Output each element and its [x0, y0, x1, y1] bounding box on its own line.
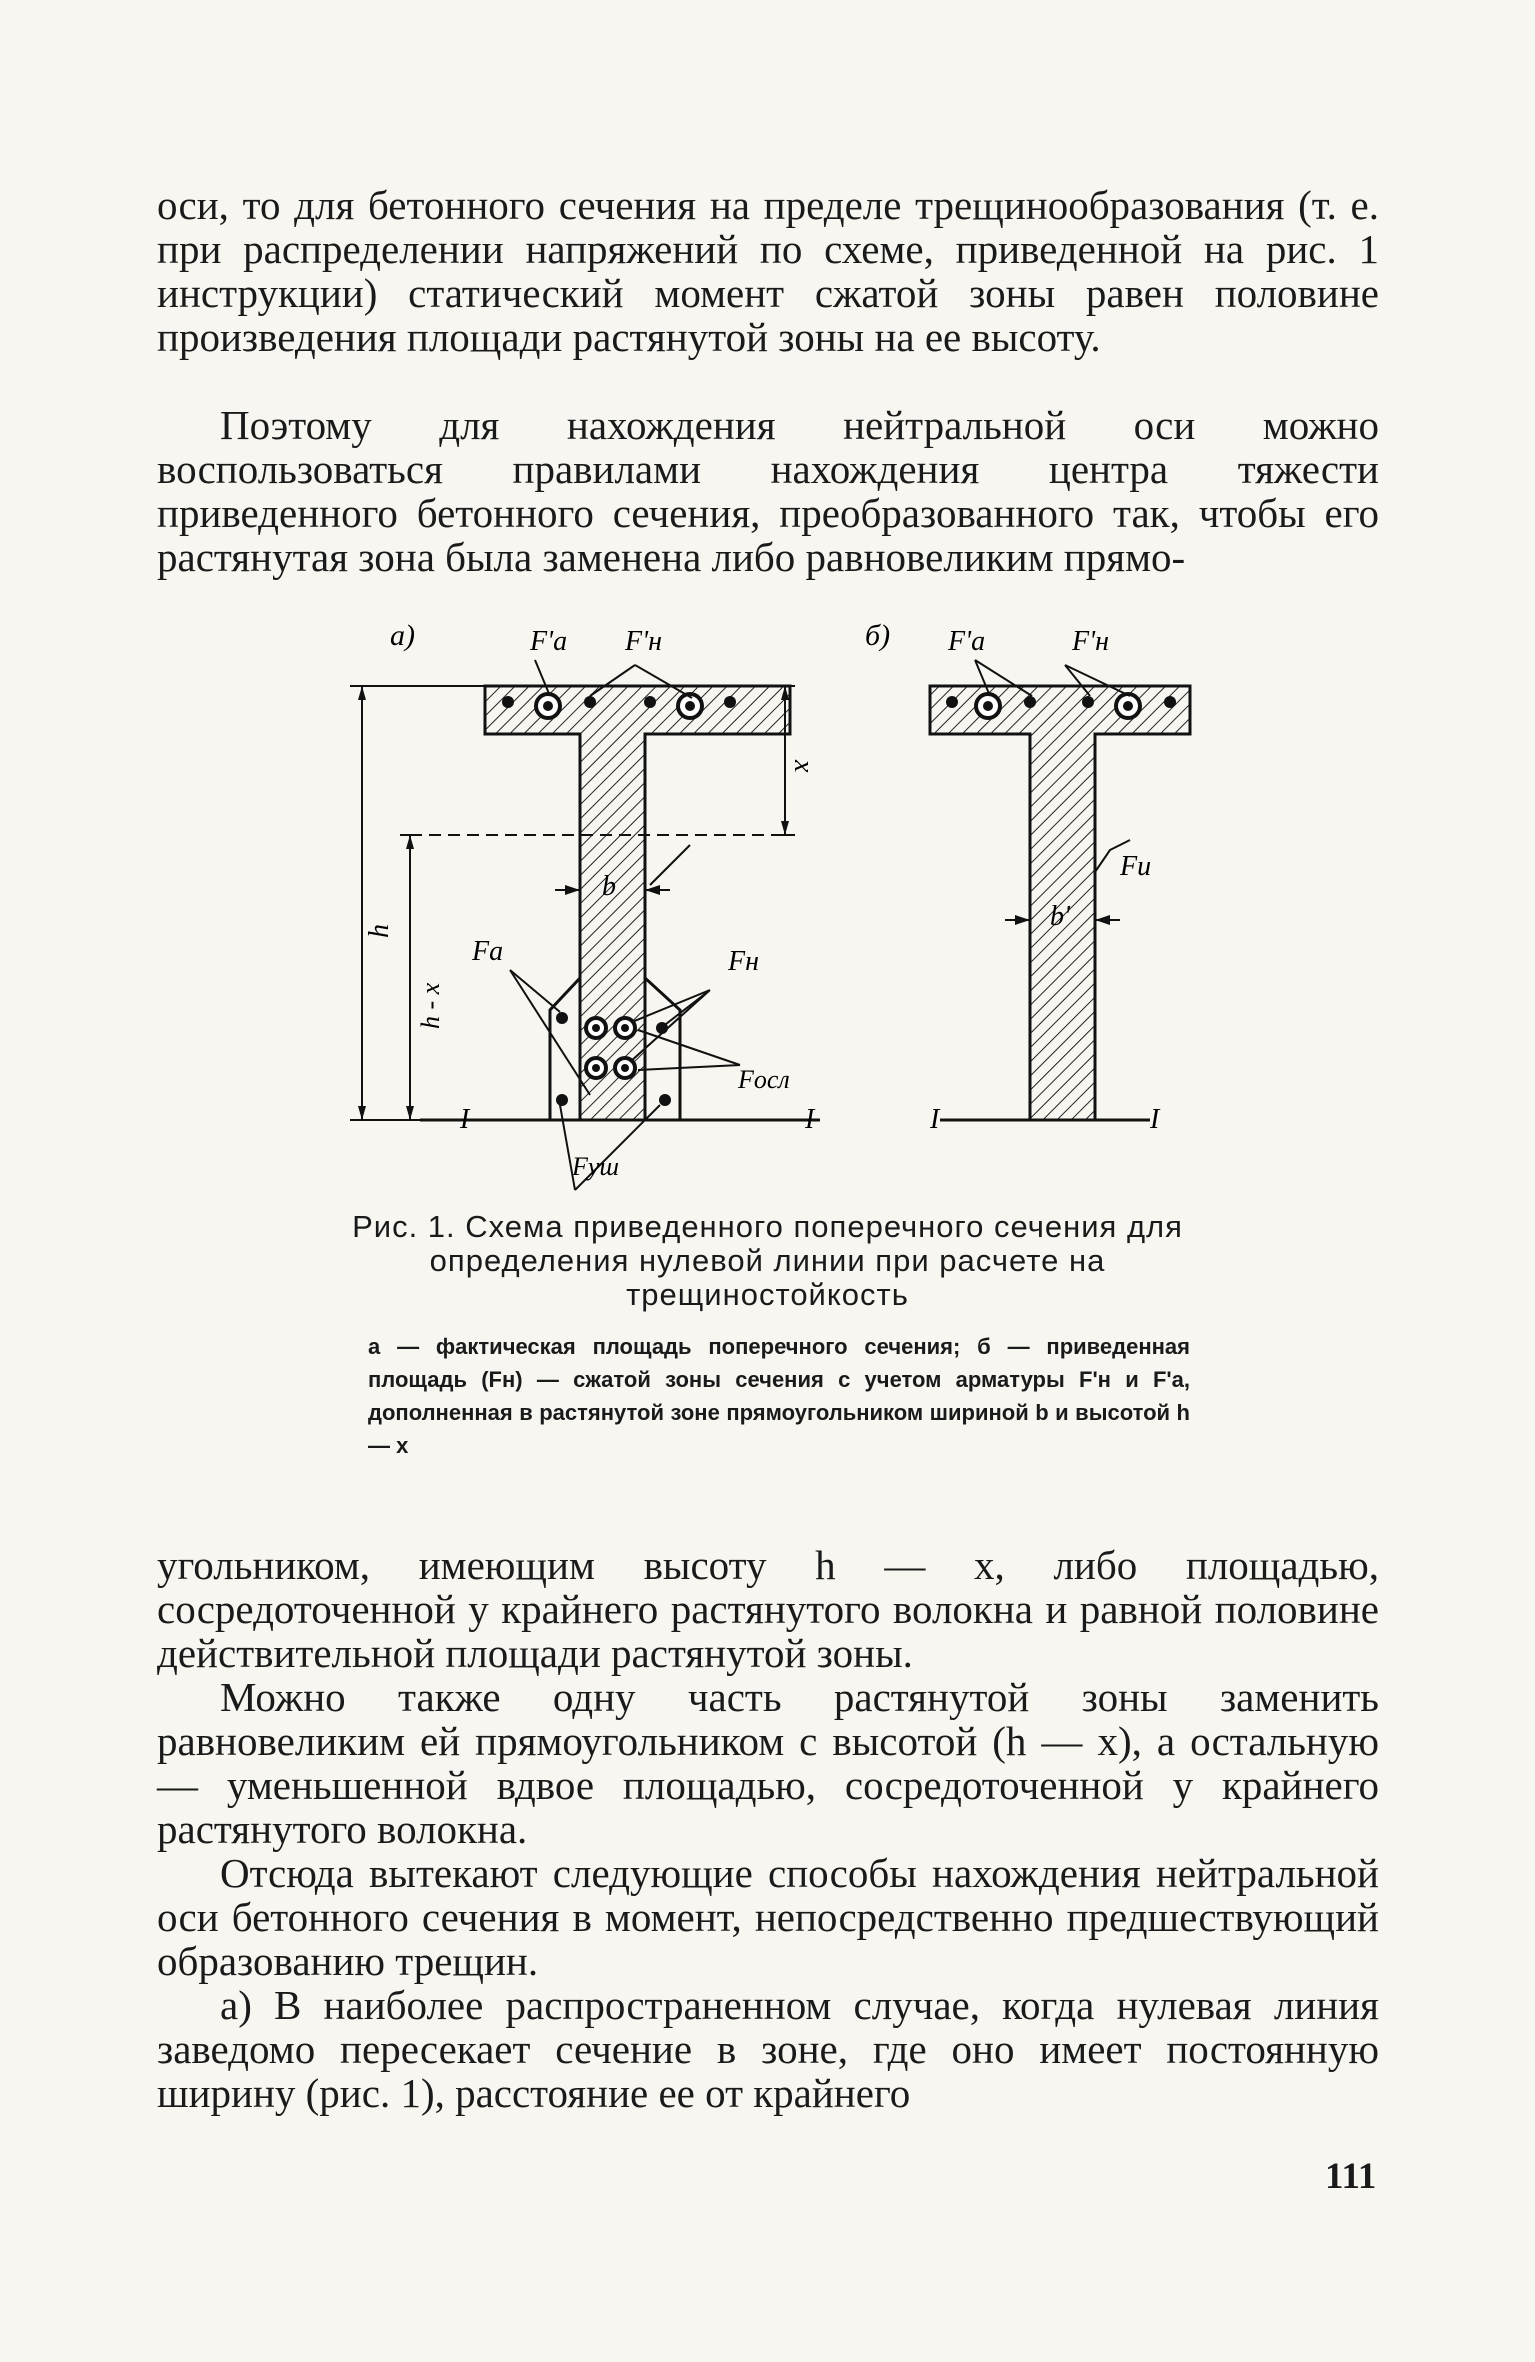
label-x: x [788, 760, 819, 773]
label-axis-left-a: I [460, 1104, 470, 1135]
label-b-prime: b' [1050, 901, 1070, 932]
label-b: b [602, 871, 616, 902]
paragraph-1: оси, то для бетонного сечения на пределе трещинообразования (т. е. при распределении напряжений по схеме, приведенной на рис. 1 инструкции) статический момент сжатой зоны равен половине произведения площади растянутой зоны на ее высоту. [157, 182, 1379, 360]
label-h: h [364, 924, 395, 938]
label-fn: Fн [728, 946, 759, 977]
label-fu: Fu [1120, 851, 1152, 882]
paragraph-5: Отсюда вытекают следующие способы нахождения нейтральной оси бетонного сечения в момент, непосредственно предшествующий образованию трещин. [157, 1850, 1379, 1984]
paragraph-4: Можно также одну часть растянутой зоны заменить равновеликим ей прямоугольником с высотой (h — x), а остальную — уменьшенной вдвое площадью, сосредоточенной у крайнего растянутого волокна. [157, 1674, 1379, 1852]
figure-legend [368, 1330, 1190, 1462]
paragraph-2: Поэтому для нахождения нейтральной оси можно воспользоваться правилами нахождения центра тяжести приведенного бетонного сечения, преобразованного так, чтобы его растянутая зона была заменена либо равновеликим прямо- [157, 402, 1379, 580]
legend-line-1: а — фактическая площадь поперечного сечения; б — приведенная площадь (Fн) — сжатой зоны сечения с учетом арматуры F'н и F'а, дополненная в растянутой зоне прямоугольником шириной b и высотой h — x [368, 1334, 1190, 1458]
label-fa-prime: F'a [530, 626, 568, 657]
label-h-minus-x: h - x [416, 982, 445, 1029]
label-axis-right-a: I [805, 1104, 815, 1135]
label-fosl: Fосл [738, 1065, 790, 1094]
label-fn-prime: F'н [625, 626, 662, 657]
section-b [865, 619, 1190, 1135]
figure-caption: Рис. 1. Схема приведенного поперечного сечения для определения нулевой линии при расчете на трещиностойкость [352, 1209, 1183, 1312]
label-fush: Fуш [572, 1152, 620, 1181]
label-fn-prime-b: F'н [1072, 626, 1109, 657]
page-number: 111 [1325, 2156, 1377, 2197]
label-axis-right-b: I [1150, 1104, 1160, 1135]
paragraph-6: а) В наиболее распространенном случае, когда нулевая линия заведомо пересекает сечение в зоне, где оно имеет постоянную ширину (рис. 1), расстояние ее от крайнего [157, 1982, 1379, 2116]
label-axis-left-b: I [930, 1104, 940, 1135]
label-fa: Fa [472, 936, 504, 967]
cross-section-diagram [350, 610, 1200, 1180]
label-a: а) [390, 619, 415, 652]
figure-1 [350, 610, 1200, 1180]
label-b-section: б) [865, 619, 891, 652]
paragraph-3: угольником, имеющим высоту h — x, либо площадью, сосредоточенной у крайнего растянутого волокна и равной половине действительной площади растянутой зоны. [157, 1542, 1379, 1676]
section-a [350, 619, 820, 1190]
label-fa-prime-b: F'a [948, 626, 986, 657]
